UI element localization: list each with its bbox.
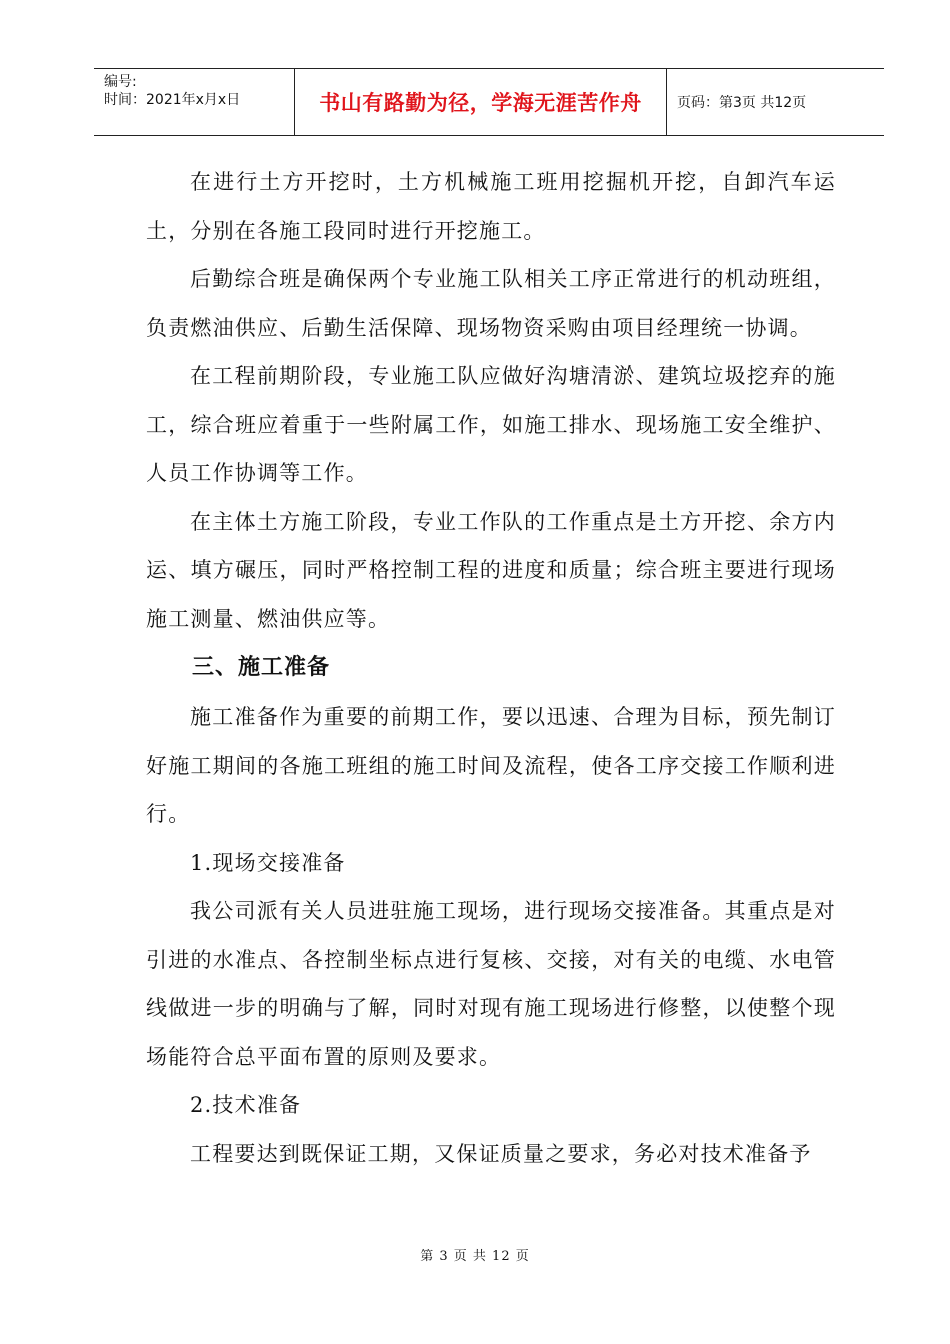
page-header bbox=[94, 68, 884, 136]
document-body bbox=[146, 158, 836, 1178]
document-number-label: 编号: bbox=[104, 74, 137, 90]
paragraph: 工程要达到既保证工期，又保证质量之要求，务必对技术准备予 bbox=[190, 1141, 812, 1166]
header-motto: 书山有路勤为径，学海无涯苦作舟 bbox=[295, 69, 667, 135]
subsection-heading: 1.现场交接准备 bbox=[190, 850, 346, 875]
paragraph: 后勤综合班是确保两个专业施工队相关工序正常进行的机动班组，负责燃油供应、后勤生活保障、现场物资采购由项目经理统一协调。 bbox=[146, 267, 836, 340]
paragraph: 在进行土方开挖时，土方机械施工班用挖掘机开挖，自卸汽车运土，分别在各施工段同时进行开挖施工。 bbox=[146, 170, 836, 243]
paragraph: 在工程前期阶段，专业施工队应做好沟塘清淤、建筑垃圾挖弃的施工，综合班应着重于一些附属工作，如施工排水、现场施工安全维护、人员工作协调等工作。 bbox=[146, 364, 836, 485]
header-meta bbox=[94, 69, 295, 135]
page-footer: 第 3 页 共 12 页 bbox=[420, 1249, 530, 1264]
document-time-label: 时间：2021年x月x日 bbox=[104, 92, 241, 108]
paragraph: 在主体土方施工阶段，专业工作队的工作重点是土方开挖、余方内运、填方碾压，同时严格控制工程的进度和质量；综合班主要进行现场施工测量、燃油供应等。 bbox=[146, 509, 836, 631]
subsection-heading: 2.技术准备 bbox=[190, 1093, 302, 1117]
header-page-info: 页码：第3页 共12页 bbox=[677, 95, 807, 111]
section-heading: 三、施工准备 bbox=[192, 655, 331, 680]
paragraph: 施工准备作为重要的前期工作，要以迅速、合理为目标，预先制订好施工期间的各施工班组的施工时间及流程，使各工序交接工作顺利进行。 bbox=[146, 705, 836, 826]
paragraph: 我公司派有关人员进驻施工现场，进行现场交接准备。其重点是对引进的水准点、各控制坐标点进行复核、交接，对有关的电缆、水电管线做进一步的明确与了解，同时对现有施工现场进行修整，以使整个现场能符合总平面布置的原则及要求。 bbox=[146, 899, 836, 1069]
